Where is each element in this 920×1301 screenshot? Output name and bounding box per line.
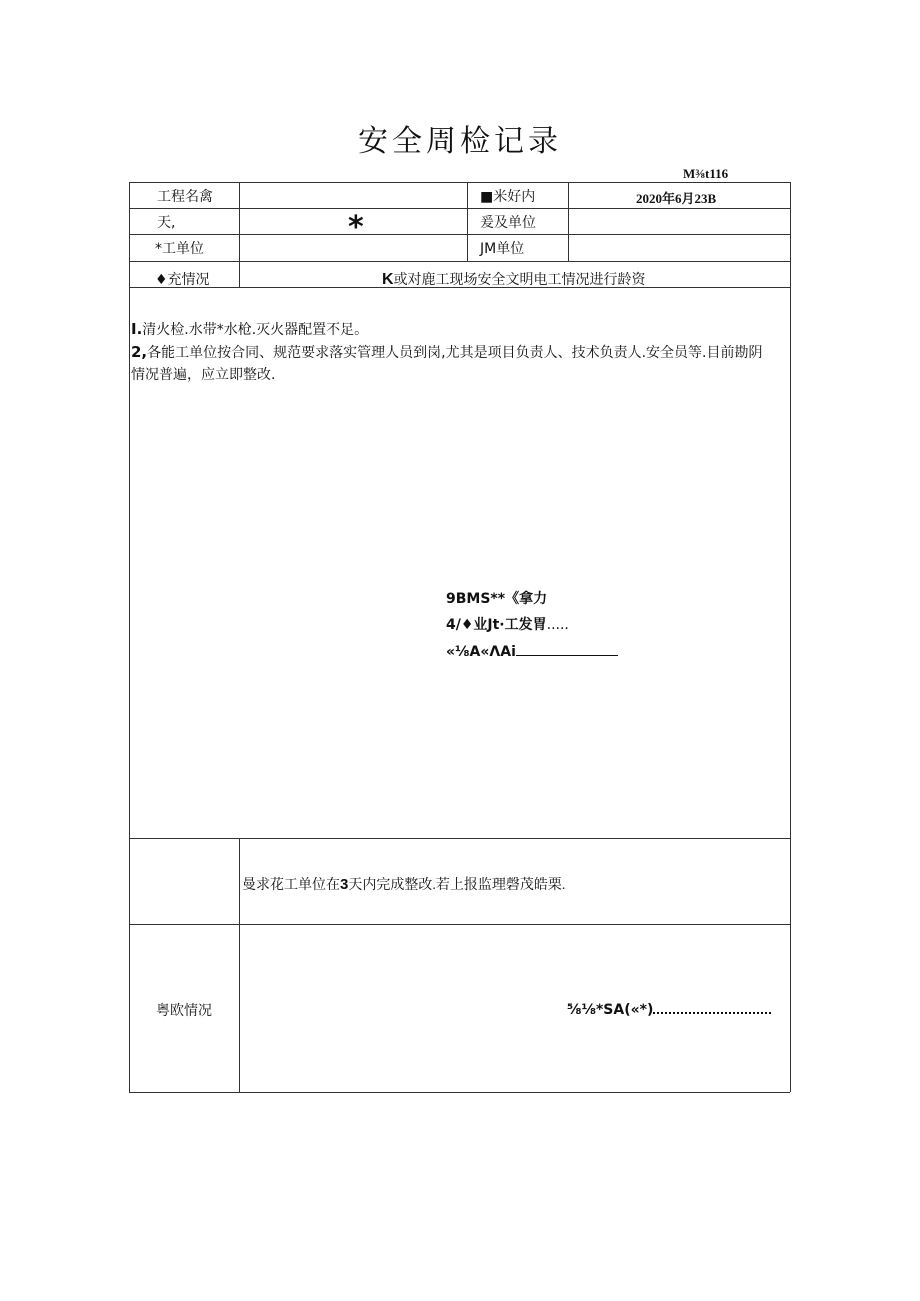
- signature-line-3: [446, 641, 618, 660]
- row2-label: 天,: [157, 215, 176, 231]
- signature-line-2-dots: .....: [546, 617, 569, 633]
- review-status-label: 粤欧情况: [156, 1003, 212, 1019]
- finding-item-1-number: I.: [131, 320, 143, 338]
- signature-line-2-text: 4/♦业Jt·工发胃: [446, 617, 547, 633]
- project-name-label: 工程名禽: [157, 189, 213, 205]
- review-signature: [567, 1000, 771, 1018]
- finding-item-2-continued: 情况普遍，应立即整改.: [131, 367, 276, 383]
- finding-item-1-text: 清火检.水带*水枪.灭火器配置不足。: [142, 322, 369, 338]
- inspection-scope: [382, 269, 646, 289]
- supervision-unit-label: JM单位: [480, 241, 525, 257]
- review-signature-text: ⅝⅛*SA(«*): [567, 1002, 654, 1018]
- finding-item-2-text: 各能工单位按合同、规范要求落实管理人员到岗,尤其是项目负责人、技术负责人.安全员等.目前勘阴: [147, 345, 763, 361]
- signature-line-2: [446, 614, 569, 634]
- finding-item-1: [131, 318, 783, 341]
- row2-unit-label: 爰及单位: [480, 215, 536, 231]
- findings-body: [131, 318, 783, 386]
- rectification-requirement: [242, 874, 565, 894]
- inspection-scope-text: 或对鹿工现场安全文明电工情况进行龄资: [393, 273, 646, 288]
- row2-star-mark: *: [348, 210, 364, 245]
- page-title: 安全周检记录: [358, 124, 562, 159]
- signature-line-1: 9BMS**《拿力: [446, 591, 548, 607]
- requirement-prefix: 曼求花工单位在: [242, 878, 340, 893]
- requirement-suffix: 天内完成整改.若上报监理磬茂皓栗.: [348, 878, 566, 893]
- finding-item-2: [131, 341, 783, 364]
- requirement-days: 3: [340, 876, 349, 893]
- inspection-date-value: 2020年6月23B: [636, 191, 717, 206]
- inspection-status-label: ♦充情况: [155, 272, 210, 288]
- finding-item-2-number: 2,: [131, 343, 148, 361]
- inspection-scope-prefix: K: [382, 271, 394, 288]
- signature-line-3-text: «⅛A«ΛAi: [446, 644, 516, 660]
- inspection-date-label: ■米好内: [480, 189, 536, 205]
- document-number: M⅜t116: [683, 166, 729, 181]
- review-signature-dotted-line: [653, 1000, 771, 1014]
- construction-unit-label: *工单位: [155, 241, 204, 257]
- signature-underline: [516, 641, 618, 656]
